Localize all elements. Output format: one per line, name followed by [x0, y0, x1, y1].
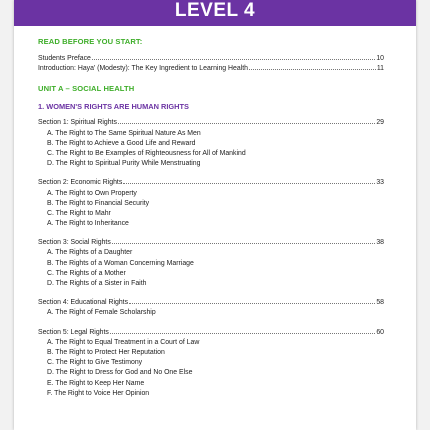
toc-entry-preface — [38, 54, 384, 64]
section-item: B. The Rights of a Woman Concerning Marriage — [47, 259, 194, 267]
toc-entry-page: 11 — [376, 65, 384, 73]
dot-leader — [249, 69, 376, 70]
section-item: A. The Rights of a Daughter — [47, 249, 133, 257]
section-title: Section 4: Educational Rights — [38, 299, 129, 307]
section-1-row — [38, 118, 384, 128]
section-item: C. The Right to Be Examples of Righteousness for All of Mankind — [47, 149, 246, 157]
section-page: 29 — [376, 119, 384, 127]
section-title: Section 2: Economic Rights — [38, 179, 123, 187]
toc-entry-title: Students Preface — [38, 55, 91, 62]
section-item: D. The Rights of a Sister in Faith — [47, 280, 147, 287]
section-item: A. The Right to Equal Treatment in a Court of Law — [47, 338, 200, 346]
dot-leader — [123, 183, 375, 184]
section-page: 33 — [376, 179, 384, 187]
section-4-row — [38, 298, 384, 308]
section-3-row — [38, 238, 384, 248]
section-title: Section 1: Spiritual Rights — [38, 119, 117, 127]
toc-entry-introduction — [38, 64, 384, 74]
dot-leader — [118, 123, 375, 124]
section-item: C. The Rights of a Mother — [47, 269, 126, 277]
section-item: E. The Right to Keep Her Name — [47, 379, 145, 387]
intro-heading: READ BEFORE YOU START: — [38, 37, 143, 46]
section-item: C. The Right to Give Testimony — [47, 359, 143, 367]
section-item: D. The Right to Dress for God and No One Else — [47, 369, 193, 377]
section-title: Section 3: Social Rights — [38, 239, 111, 247]
section-item: B. The Right to Protect Her Reputation — [47, 348, 165, 356]
unit-heading: UNIT A – SOCIAL HEALTH — [38, 84, 135, 94]
section-item: F. The Right to Voice Her Opinion — [47, 389, 150, 397]
document-page — [14, 0, 416, 430]
section-item: A. The Right of Female Scholarship — [47, 309, 156, 317]
section-item: A. The Right to The Same Spiritual Nature As Men — [47, 129, 201, 137]
section-page: 38 — [376, 239, 384, 247]
section-item: A. The Right to Own Property — [47, 189, 137, 197]
chapter-heading: 1. WOMEN'S RIGHTS ARE HUMAN RIGHTS — [38, 102, 189, 112]
level-banner: LEVEL 4 — [14, 0, 416, 26]
section-item: D. The Right to Spiritual Purity While Menstruating — [47, 160, 201, 168]
section-item: A. The Right to Inheritance — [47, 220, 129, 228]
section-item: C. The Right to Mahr — [47, 209, 111, 217]
section-page: 60 — [376, 328, 384, 336]
section-page: 58 — [376, 299, 384, 307]
section-2-row — [38, 178, 384, 188]
table-of-contents — [38, 36, 384, 399]
dot-leader — [112, 243, 376, 244]
section-item: B. The Right to Financial Security — [47, 199, 150, 207]
section-item: B. The Right to Achieve a Good Life and Reward — [47, 139, 196, 147]
section-5-row — [38, 328, 384, 338]
dot-leader — [92, 59, 375, 60]
dot-leader — [129, 303, 375, 304]
section-title: Section 5: Legal Rights — [38, 328, 109, 336]
toc-entry-title: Introduction: Haya' (Modesty): The Key Ingredient to Learning Health — [38, 65, 248, 73]
toc-entry-page: 10 — [376, 55, 384, 62]
dot-leader — [110, 333, 375, 334]
